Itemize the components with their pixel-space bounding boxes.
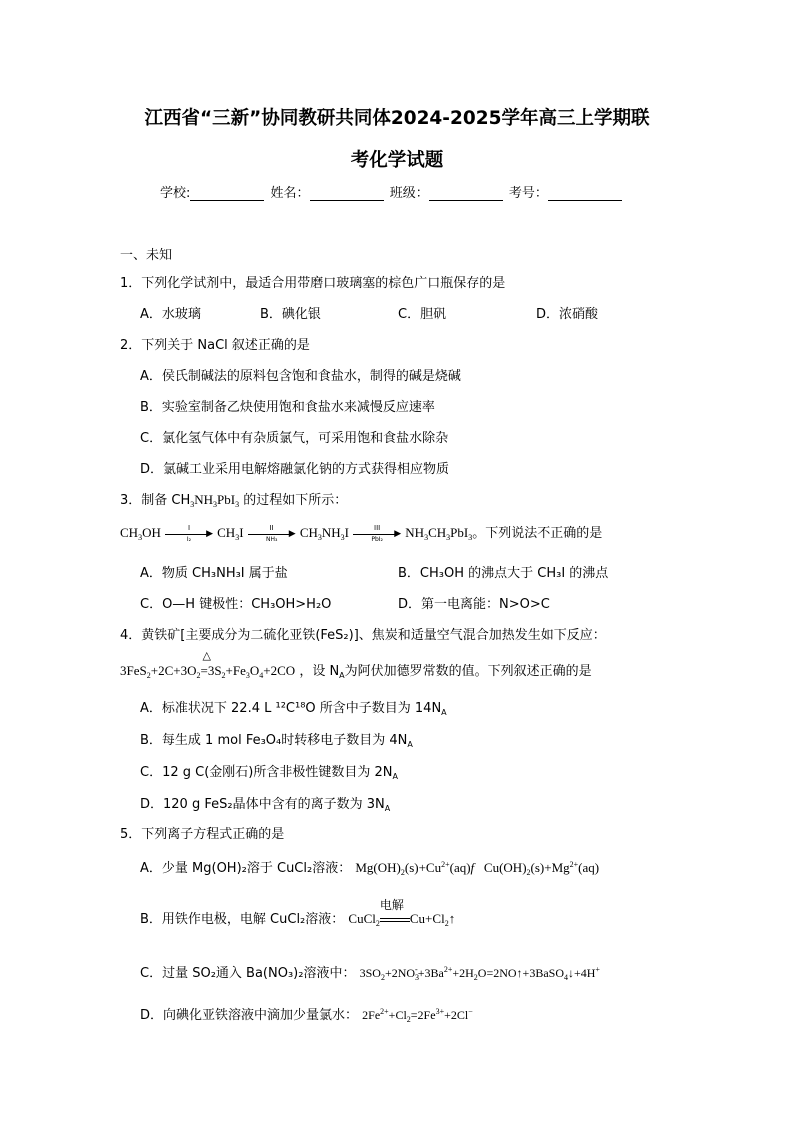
q3-option-c[interactable]: C．O—H 键极性：CH₃OH>H₂O (140, 597, 332, 612)
q4-equation: $3FeS_2+2C+3O_2$ △ $=3S_2+Fe_3O_4+2CO$ ，设 $N_A$为阿伏加德罗常数的值。下列叙述正确的是 (120, 650, 592, 680)
q3-option-b[interactable]: B．CH₃OH 的沸点大于 CH₃I 的沸点 (398, 566, 609, 581)
q5-option-c[interactable]: C．过量 SO₂通入 Ba(NO₃)₂溶液中： $3SO_2+2NO_3^-+3Ba^{2+}+2H_2O=2NO↑+3BaSO_4↓+4H^+$ (140, 965, 600, 982)
school-blank[interactable] (190, 188, 264, 201)
q4-stem: 4．黄铁矿[主要成分为二硫化亚铁(FeS₂)]、焦炭和适量空气混合加热发生如下反应： (120, 628, 606, 643)
section-heading: 一、未知 (120, 248, 173, 263)
heat-equal-sign: △ = (200, 650, 211, 678)
q3-option-d[interactable]: D．第一电离能：N>O>C (398, 597, 550, 612)
exam-no-blank[interactable] (548, 188, 622, 201)
q3-option-a[interactable]: A．物质 CH₃NH₃I 属于盐 (140, 566, 288, 581)
exam-title-line1: 江西省“三新”协同教研共同体2024-2025学年高三上学期联 (144, 108, 650, 129)
q4-option-d[interactable]: D．120 g FeS₂晶体中含有的离子数为 $3N_A$ (140, 797, 391, 813)
student-info-line (160, 182, 624, 201)
exam-no-label: 考号： (508, 186, 548, 201)
q1-option-a[interactable]: A．水玻璃 (140, 307, 201, 322)
q2-option-b[interactable]: B．实验室制备乙炔使用饱和食盐水来减慢反应速率 (140, 400, 435, 415)
school-label: 学校: (160, 186, 191, 201)
name-label: 姓名： (270, 186, 310, 201)
arrow-step-3-icon: III ▶ PbI₂ (353, 528, 401, 540)
q4-option-a[interactable]: A．标准状况下 22.4 L ¹²C¹⁸O 所含中子数目为 $14N_A$ (140, 701, 447, 717)
name-blank[interactable] (310, 188, 384, 201)
q3-stem: 3．制备 $CH_3NH_3PbI_3$ 的过程如下所示： (120, 492, 348, 509)
arrow-step-2-icon: II ▶ NH₃ (248, 528, 296, 540)
exam-title-line2: 考化学试题 (350, 150, 444, 171)
q2-stem: 2．下列关于 NaCl 叙述正确的是 (120, 338, 310, 353)
q4-option-b[interactable]: B．每生成 1 mol Fe₃O₄时转移电子数目为 $4N_A$ (140, 733, 413, 749)
q2-option-d[interactable]: D．氯碱工业采用电解熔融氯化钠的方式获得相应物质 (140, 462, 450, 477)
q1-option-b[interactable]: B．碘化银 (260, 307, 321, 322)
class-label: 班级： (389, 186, 429, 201)
q3-reaction-scheme: $CH_3OH$ I ▶ I₂ $CH_3I$ II ▶ NH₃ $CH_3NH_3I$ III ▶ PbI₂ $NH_3CH_3PbI_3$。下列说法不正确的是 (120, 523, 603, 543)
q1-option-c[interactable]: C．胆矾 (398, 307, 447, 322)
electrolysis-sign: 电解 (380, 912, 410, 927)
q1-stem: 1．下列化学试剂中，最适合用带磨口玻璃塞的棕色广口瓶保存的是 (120, 276, 506, 291)
q5-option-d[interactable]: D．向碘化亚铁溶液中滴加少量氯水： $2Fe^{2+}+Cl_2=2Fe^{3+}+2Cl^-$ (140, 1007, 473, 1024)
q5-option-b[interactable]: B．用铁作电极，电解 CuCl₂溶液： CuCl$_2$ 电解 $Cu+Cl_2↑$ (140, 898, 456, 928)
q5-option-a[interactable]: A．少量 Mg(OH)₂溶于 CuCl₂溶液： $Mg(OH)_2(s)+Cu^{2+}(aq)f$ $Cu(OH)_2(s)+Mg^{2+}(aq)$ (140, 860, 600, 877)
q2-option-a[interactable]: A．侯氏制碱法的原料包含饱和食盐水，制得的碱是烧碱 (140, 369, 461, 384)
q2-option-c[interactable]: C．氯化氢气体中有杂质氯气，可采用饱和食盐水除杂 (140, 431, 449, 446)
class-blank[interactable] (429, 188, 503, 201)
q5-stem: 5．下列离子方程式正确的是 (120, 827, 285, 842)
q4-option-c[interactable]: C．12 g C(金刚石)所含非极性键数目为 $2N_A$ (140, 765, 398, 781)
q1-option-d[interactable]: D．浓硝酸 (536, 307, 599, 322)
arrow-step-1-icon: I ▶ I₂ (165, 528, 213, 540)
